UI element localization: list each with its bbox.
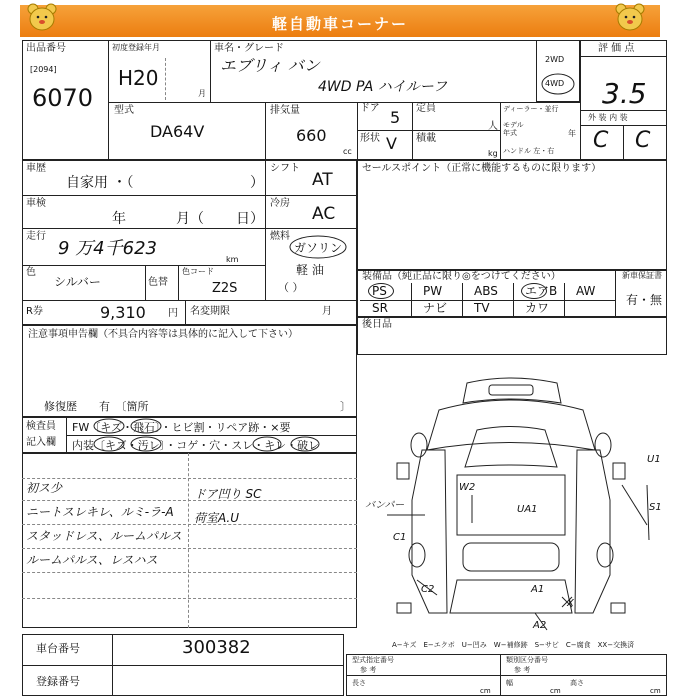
sales-point-box	[357, 160, 667, 270]
mileage-label: 走行	[26, 231, 46, 242]
shape-value: V	[386, 134, 397, 153]
designation-ref: 参 考	[360, 666, 377, 674]
chassis-value: 300382	[182, 637, 251, 658]
history-value: 自家用 ・（	[66, 175, 134, 191]
sales-point-label: セールスポイント（正常に機能するものに限ります）	[362, 163, 602, 174]
diagram-label: U1	[647, 454, 661, 465]
recycle-unit: 円	[168, 308, 178, 319]
diagram-labels	[357, 355, 667, 640]
displacement-unit: cc	[343, 147, 352, 156]
mileage-unit: km	[226, 255, 239, 264]
equipment-item: TV	[474, 301, 490, 315]
load-label: 積載	[416, 133, 436, 144]
attached-label: 後日品	[362, 319, 392, 330]
equipment-item: ナビ	[423, 301, 448, 315]
shape-label: 形状	[360, 133, 380, 144]
displacement-value: 660	[296, 126, 327, 145]
first-reg-label: 初度登録年月	[112, 43, 160, 52]
fuel-diesel: 軽 油	[296, 263, 324, 277]
score-label: 評 価 点	[598, 43, 635, 54]
damage-legend: A−キズ E−エクボ U−凹み W−補修跡 S−サビ C−腐食 XX−交換済	[392, 641, 635, 649]
model-label: 型式	[114, 105, 134, 116]
width-label: 幅	[506, 679, 513, 687]
color-code-value: Z2S	[212, 281, 238, 296]
history-close: ）	[250, 175, 264, 191]
history-label: 車歴	[26, 163, 46, 174]
height-unit: cm	[650, 687, 661, 695]
warranty-value: 有・無	[626, 293, 663, 307]
drive-4wd: 4WD	[545, 79, 565, 88]
inspector-row-1: FW〔キズ・飛石〕・ヒビ割・リペア跡・×要	[72, 421, 291, 434]
header-bar	[20, 5, 660, 37]
length-label: 長さ	[352, 679, 366, 687]
repair-history: 修復歴 有 〔箇所	[44, 400, 149, 413]
inspection-month: 月（	[176, 211, 204, 227]
equipment-item: エアB	[525, 284, 558, 298]
lot-sub: [2094]	[30, 65, 57, 74]
drive-circle-mark	[540, 72, 576, 96]
fuel-label: 燃料	[270, 231, 290, 242]
color-value: シルバー	[54, 275, 101, 289]
handwritten-note: スタッドレス、ルームパルス	[26, 529, 182, 543]
diagram-label: W2	[459, 482, 476, 493]
lot-label: 出品番号	[26, 43, 66, 54]
equipment-item: カワ	[525, 301, 550, 315]
category-label: 類別区分番号	[506, 656, 548, 664]
first-reg-value: H20	[118, 66, 159, 90]
handwritten-note: 荷室A.U	[194, 511, 240, 525]
year-label: 年式	[503, 129, 517, 137]
diagram-label: X	[567, 598, 574, 609]
handwritten-note: ドア凹り SC	[194, 487, 262, 501]
shift-value: AT	[312, 170, 333, 190]
diagram-label: C2	[421, 584, 435, 595]
handwritten-note: 初ス少	[26, 481, 63, 495]
inspection-year: 年	[112, 211, 126, 227]
diagram-label: S1	[649, 502, 662, 513]
warranty-label: 新車保証書	[622, 271, 662, 280]
category-ref: 参 考	[514, 666, 531, 674]
width-unit: cm	[550, 687, 561, 695]
bear-mascot-icon	[24, 2, 60, 32]
interior-score: C	[635, 128, 651, 153]
recycle-label: R券	[26, 306, 43, 317]
notes-label: 注意事項申告欄（不具合内容等は具体的に記入して下さい）	[28, 329, 298, 340]
handle-label: ハンドル 左・右	[503, 147, 555, 155]
doors-value: 5	[390, 108, 401, 127]
displacement-label: 排気量	[270, 105, 300, 116]
color-code-label: 色コード	[182, 267, 214, 276]
fuel-gasoline: ガソリン	[294, 241, 343, 255]
color-num-label: 色替	[148, 277, 168, 288]
diagram-label: C1	[393, 532, 407, 543]
inspection-label: 車検	[26, 198, 46, 209]
lot-number: 6070	[32, 84, 94, 112]
fuel-circle-mark	[288, 234, 348, 260]
diagram-label: UA1	[517, 504, 538, 515]
equipment-item: SR	[372, 301, 388, 315]
name-change-month: 月	[322, 306, 332, 317]
dealer-label: ディーラー・並行	[503, 105, 559, 113]
fuel-paren: （ ）	[278, 281, 304, 294]
handwritten-note: ルームパルス、レスハス	[26, 553, 158, 567]
attached-box	[357, 317, 667, 355]
name-change-label: 名変期限	[190, 306, 230, 317]
recycle-value: 9,310	[100, 303, 146, 322]
chassis-label: 車台番号	[36, 642, 80, 655]
handwritten-note: ニートスレキレ、ルミ-ラ-A	[26, 505, 174, 519]
inspection-day: 日）	[236, 211, 264, 227]
car-name-value: エブリィ バン	[220, 56, 320, 75]
year-unit: 年	[568, 129, 576, 138]
height-label: 高さ	[570, 679, 584, 687]
registration-label: 登録番号	[36, 675, 80, 688]
diagram-label: A2	[533, 620, 547, 631]
equipment-grid	[360, 283, 615, 317]
inspector-label-1: 検査員	[26, 421, 56, 432]
car-grade-value: 4WD PA ハイルーフ	[318, 79, 448, 95]
header-title: 軽自動車コーナー	[271, 15, 408, 33]
drive-2wd: 2WD	[545, 55, 565, 64]
inspector-label-2: 記入欄	[26, 437, 56, 448]
model-year-label: モデル	[503, 121, 524, 129]
load-unit: kg	[488, 149, 498, 158]
car-name-label: 車名・グレード	[214, 43, 284, 54]
length-unit: cm	[480, 687, 491, 695]
inspector-circle-marks	[66, 417, 357, 453]
shift-label: シフト	[270, 163, 300, 174]
ext-int-label: 外 装 内 装	[588, 113, 628, 122]
first-reg-month-unit: 月	[198, 89, 206, 98]
repair-close: 〕	[340, 400, 351, 413]
inspector-row-2: 内装〔キズ・汚レ〕・コゲ・穴・スレ・キレ・破レ	[72, 439, 320, 452]
capacity-unit: 人	[488, 121, 498, 132]
equipment-circle-mark	[368, 283, 394, 299]
equipment-item: AW	[576, 284, 596, 298]
color-label: 色	[26, 267, 36, 278]
equipment-item: ABS	[474, 284, 498, 298]
model-value: DA64V	[150, 122, 205, 141]
diagram-label: A1	[531, 584, 545, 595]
equipment-item: PS	[372, 284, 387, 298]
bear-mascot-icon	[612, 2, 648, 32]
aircon-label: 冷房	[270, 198, 290, 209]
designation-label: 型式指定番号	[352, 656, 394, 664]
equipment-item: PW	[423, 284, 443, 298]
aircon-value: AC	[312, 204, 336, 224]
exterior-score: C	[593, 128, 609, 153]
equipment-label: 装備品（純正品に限り◎をつけてください）	[362, 271, 561, 282]
equipment-circle-mark	[521, 283, 547, 299]
capacity-label: 定員	[416, 103, 436, 114]
score-value: 3.5	[602, 77, 647, 110]
mileage-value: 9 万4千623	[58, 238, 157, 259]
diagram-label: バンパー	[365, 500, 405, 511]
doors-label: ドア	[360, 103, 380, 114]
